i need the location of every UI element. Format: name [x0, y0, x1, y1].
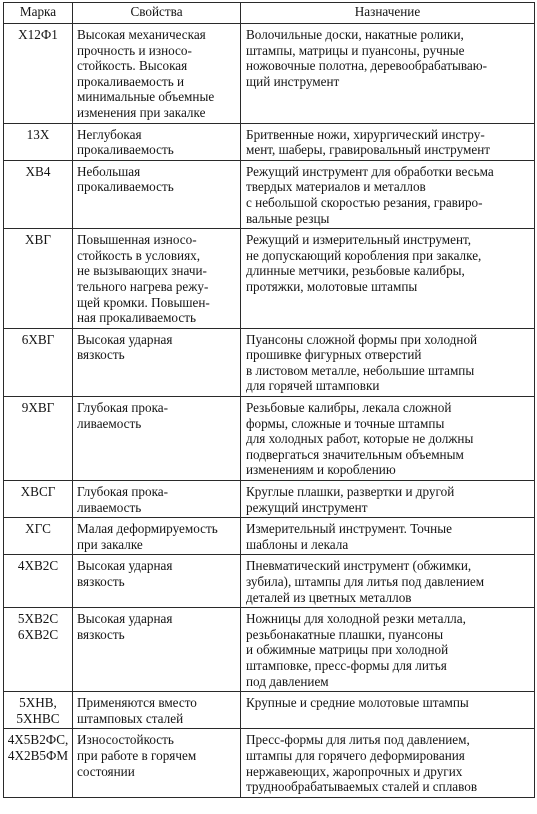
purpose-line: длинные метчики, резьбовые калибры, — [246, 263, 465, 279]
table-row — [4, 692, 535, 729]
properties-line: Глубокая прока- — [77, 484, 169, 500]
purpose-line: подвергаться значительным объемным — [246, 446, 464, 462]
grade-line: 9ХВГ — [21, 400, 55, 416]
purpose-line: Пневматический инструмент (обжимки, — [246, 558, 472, 574]
purpose-line: твердых материалов и металлов — [246, 179, 426, 195]
grade-line: ХГС — [25, 521, 51, 537]
properties-line: Высокая ударная — [77, 331, 173, 347]
table-row — [4, 24, 535, 124]
purpose-cell — [241, 160, 535, 228]
purpose-line: Бритвенные ножи, хирургический инстру- — [246, 126, 485, 142]
table-row — [4, 555, 535, 608]
purpose-line: вальные резцы — [246, 210, 330, 226]
purpose-line: штампы для горячего деформирования — [246, 747, 465, 763]
header-row — [4, 3, 535, 24]
grade-line: 6ХВГ — [21, 331, 55, 347]
grade-cell — [4, 24, 73, 124]
properties-line: прокаливаемость — [77, 142, 174, 158]
purpose-line: Измерительный инструмент. Точные — [246, 521, 452, 537]
table-header — [4, 3, 535, 24]
properties-cell — [73, 24, 241, 124]
purpose-line: не допускающий коробления при закалке, — [246, 247, 482, 263]
header-properties: Свойства — [73, 3, 241, 24]
grade-cell — [4, 160, 73, 228]
grade-line: ХВ4 — [25, 163, 51, 179]
properties-cell — [73, 397, 241, 481]
properties-line: прокаливаемость и — [77, 73, 185, 89]
grade-line: 5ХВ2С — [17, 611, 59, 627]
properties-line: при закалке — [77, 536, 143, 552]
purpose-line: Круглые плашки, развертки и другой — [246, 484, 455, 500]
properties-cell — [73, 518, 241, 555]
purpose-cell — [241, 229, 535, 329]
purpose-line: Ножницы для холодной резки металла, — [246, 611, 466, 627]
properties-cell — [73, 229, 241, 329]
properties-cell — [73, 328, 241, 396]
grade-cell — [4, 328, 73, 396]
properties-line: Небольшая — [77, 163, 141, 179]
purpose-line: Пресс-формы для литья под давлением, — [246, 732, 470, 748]
properties-line: Износостойкость — [77, 732, 174, 748]
properties-line: Повышенная износо- — [77, 232, 197, 248]
properties-line: Неглубокая — [77, 126, 142, 142]
purpose-cell — [241, 555, 535, 608]
properties-line: Малая деформируемость — [77, 521, 218, 537]
grade-line: 6ХВ2С — [17, 626, 59, 642]
properties-line: вязкость — [77, 347, 125, 363]
purpose-line: резьбонакатные плашки, пуансоны — [246, 626, 444, 642]
steel-grades-table — [3, 2, 535, 798]
grade-cell — [4, 692, 73, 729]
properties-line: изменения при закалке — [77, 104, 206, 120]
table-row — [4, 397, 535, 481]
purpose-line: для холодных работ, которые не должны — [246, 431, 474, 447]
purpose-line: щий инструмент — [246, 73, 340, 89]
purpose-line: протяжки, молотовые штампы — [246, 278, 418, 294]
properties-line: при работе в горячем — [77, 747, 197, 763]
properties-line: ливаемость — [77, 415, 142, 431]
purpose-line: режущий инструмент — [246, 499, 368, 515]
purpose-line: Резьбовые калибры, лекала сложной — [246, 400, 452, 416]
purpose-line: под давлением — [246, 673, 329, 689]
properties-line: прочность и износо- — [77, 42, 192, 58]
purpose-line: для горячей штамповки — [246, 378, 380, 394]
purpose-line: Режущий инструмент для обработки весьма — [246, 163, 494, 179]
properties-line: прокаливаемость — [77, 179, 174, 195]
properties-line: Глубокая прока- — [77, 400, 169, 416]
grade-cell — [4, 397, 73, 481]
purpose-line: зубила), штампы для литья под давлением — [246, 574, 485, 589]
properties-cell — [73, 123, 241, 160]
purpose-line: в листовом металле, небольшие штампы — [246, 362, 475, 378]
purpose-line: с небольшой скоростью резания, гравиро- — [246, 194, 483, 210]
properties-line: тельного нагрева режу- — [77, 278, 209, 294]
properties-cell — [73, 729, 241, 797]
table-row — [4, 518, 535, 555]
purpose-cell — [241, 729, 535, 797]
properties-line: стойкость. Высокая — [77, 58, 188, 74]
purpose-line: деталей из цветных металлов — [246, 589, 412, 605]
purpose-line: труднообрабатываемых сталей и сплавов — [246, 779, 478, 795]
header-purpose: Назначение — [241, 3, 535, 24]
grade-cell — [4, 555, 73, 608]
table-body — [4, 24, 535, 798]
grade-line: 5ХНВС — [16, 710, 60, 726]
properties-line: стойкость в условиях, — [77, 247, 201, 263]
purpose-line: прошивке фигурных отверстий — [246, 347, 422, 363]
properties-line: вязкость — [77, 574, 125, 589]
purpose-line: Режущий и измерительный инструмент, — [246, 232, 472, 248]
table-row — [4, 229, 535, 329]
purpose-cell — [241, 397, 535, 481]
grade-line: ХВГ — [25, 232, 51, 248]
properties-line: штамповых сталей — [77, 710, 184, 726]
purpose-line: шаблоны и лекала — [246, 536, 349, 552]
table-row — [4, 608, 535, 692]
purpose-cell — [241, 328, 535, 396]
purpose-cell — [241, 518, 535, 555]
header-grade: Марка — [4, 3, 73, 24]
grade-line: 5ХНВ, — [19, 695, 57, 711]
purpose-line: штамповке, пресс-формы для литья — [246, 657, 447, 673]
purpose-line: Пуансоны сложной формы при холодной — [246, 331, 478, 347]
purpose-line: Волочильные доски, накатные ролики, — [246, 27, 464, 42]
purpose-cell — [241, 481, 535, 518]
grade-line: 4Х5В2ФС, — [7, 732, 69, 748]
purpose-line: формы, сложные и точные штампы — [246, 415, 445, 431]
grade-line: 4Х2В5ФМ — [7, 747, 69, 763]
purpose-line: нержавеющих, жаропрочных и других — [246, 763, 463, 779]
properties-line: щей кромки. Повышен- — [77, 294, 210, 310]
properties-line: Высокая ударная — [77, 558, 173, 574]
table-row — [4, 729, 535, 797]
properties-line: не вызывающих значи- — [77, 263, 207, 279]
properties-cell — [73, 608, 241, 692]
properties-line: ливаемость — [77, 499, 142, 515]
grade-cell — [4, 518, 73, 555]
properties-cell — [73, 555, 241, 608]
table-row — [4, 123, 535, 160]
grade-cell — [4, 481, 73, 518]
properties-line: Высокая ударная — [77, 611, 173, 627]
grade-line: Х12Ф1 — [18, 27, 58, 42]
properties-line: минимальные объемные — [77, 89, 215, 105]
purpose-line: мент, шаберы, гравировальный инструмент — [246, 142, 491, 158]
grade-line: 13Х — [26, 126, 50, 142]
purpose-line: ножовочные полотна, деревообрабатываю- — [246, 58, 488, 74]
purpose-cell — [241, 608, 535, 692]
grade-cell — [4, 729, 73, 797]
purpose-cell — [241, 123, 535, 160]
purpose-cell — [241, 692, 535, 729]
grade-line: ХВСГ — [20, 484, 56, 500]
purpose-cell — [241, 24, 535, 124]
properties-line: состоянии — [77, 763, 135, 779]
grade-line: 4ХВ2С — [17, 558, 59, 574]
table-row — [4, 328, 535, 396]
properties-line: Применяются вместо — [77, 695, 197, 711]
grade-cell — [4, 123, 73, 160]
properties-line: ная прокаливаемость — [77, 310, 196, 326]
table-row — [4, 160, 535, 228]
properties-cell — [73, 692, 241, 729]
properties-cell — [73, 160, 241, 228]
purpose-line: штампы, матрицы и пуансоны, ручные — [246, 42, 465, 58]
purpose-line: и обжимные матрицы при холодной — [246, 642, 449, 658]
purpose-line: Крупные и средние молотовые штампы — [246, 695, 469, 711]
grade-cell — [4, 608, 73, 692]
properties-line: вязкость — [77, 626, 125, 642]
purpose-line: изменениям и короблению — [246, 462, 396, 478]
properties-cell — [73, 481, 241, 518]
properties-line: Высокая механическая — [77, 27, 206, 42]
grade-cell — [4, 229, 73, 329]
table-row — [4, 481, 535, 518]
